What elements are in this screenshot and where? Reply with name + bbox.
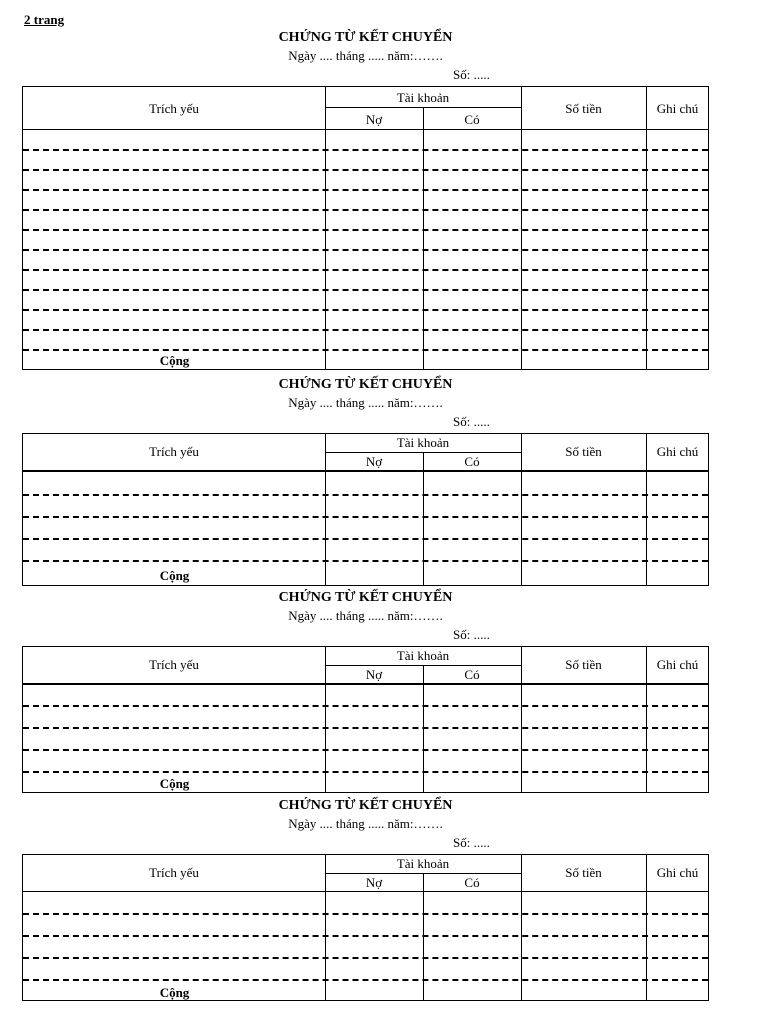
header-account: Tài khoản (396, 856, 450, 871)
header-amount: Số tiền (565, 657, 602, 672)
voucher-title: CHỨNG TỪ KẾT CHUYỂN (278, 590, 453, 605)
voucher-table (22, 86, 709, 370)
voucher-date-line: Ngày .... tháng ..... năm:……. (288, 816, 443, 831)
voucher-date-line: Ngày .... tháng ..... năm:……. (288, 395, 443, 410)
header-credit: Có (464, 667, 480, 682)
voucher-number-line: Số: ..... (453, 67, 490, 82)
page-count-label: 2 trang (24, 12, 65, 27)
header-note: Ghi chú (656, 101, 699, 116)
voucher-date-line: Ngày .... tháng ..... năm:……. (288, 608, 443, 623)
header-credit: Có (464, 454, 480, 469)
voucher-title: CHỨNG TỪ KẾT CHUYỂN (278, 377, 453, 392)
voucher-number-line: Số: ..... (453, 414, 490, 429)
voucher-number-line: Số: ..... (453, 835, 490, 850)
header-amount: Số tiền (565, 865, 602, 880)
header-note: Ghi chú (656, 444, 699, 459)
header-description: Trích yếu (149, 444, 199, 459)
header-amount: Số tiền (565, 101, 602, 116)
header-credit: Có (464, 875, 480, 890)
voucher-table (22, 433, 709, 586)
total-label: Cộng (159, 353, 190, 368)
total-label: Cộng (159, 568, 190, 583)
total-label: Cộng (159, 985, 190, 1000)
header-description: Trích yếu (149, 101, 199, 116)
header-debit: Nợ (365, 112, 383, 127)
header-debit: Nợ (365, 454, 383, 469)
header-note: Ghi chú (656, 657, 699, 672)
header-account: Tài khoản (396, 648, 450, 663)
voucher-title: CHỨNG TỪ KẾT CHUYỂN (278, 30, 453, 45)
header-account: Tài khoản (396, 90, 450, 105)
header-debit: Nợ (365, 875, 383, 890)
header-description: Trích yếu (149, 657, 199, 672)
header-description: Trích yếu (149, 865, 199, 880)
header-debit: Nợ (365, 667, 383, 682)
voucher-title: CHỨNG TỪ KẾT CHUYỂN (278, 798, 453, 813)
voucher-number-line: Số: ..... (453, 627, 490, 642)
voucher-date-line: Ngày .... tháng ..... năm:……. (288, 48, 443, 63)
header-credit: Có (464, 112, 480, 127)
header-account: Tài khoản (396, 435, 450, 450)
voucher-table (22, 646, 709, 793)
total-label: Cộng (159, 776, 190, 791)
voucher-table (22, 854, 709, 1001)
header-amount: Số tiền (565, 444, 602, 459)
header-note: Ghi chú (656, 865, 699, 880)
